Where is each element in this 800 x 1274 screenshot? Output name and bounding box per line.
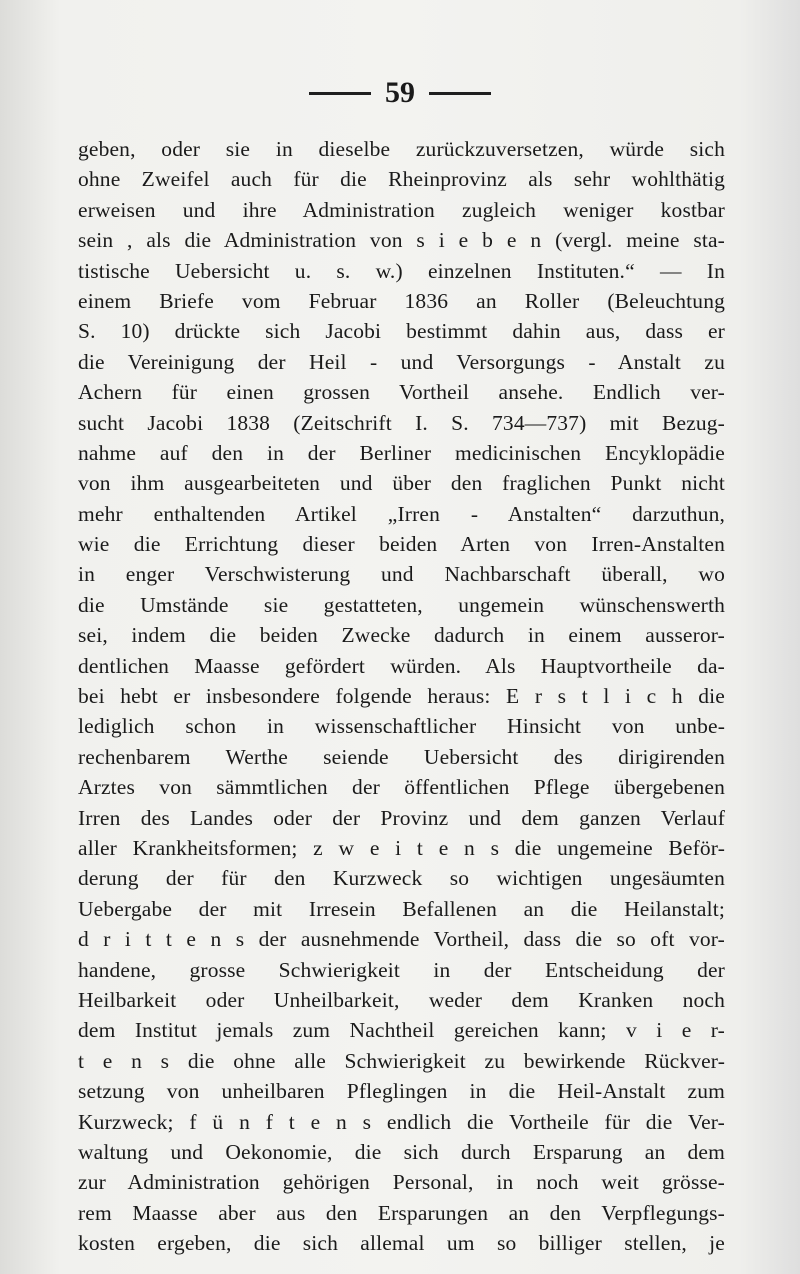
- text-line: Uebergabe der mit Irresein Befallenen an die Heilanstalt;: [78, 896, 725, 921]
- text-line: setzung von unheilbaren Pfleglingen in die Heil-Anstalt zum: [78, 1079, 725, 1104]
- body-text: [78, 134, 725, 1258]
- text-line: zur Administration gehörigen Personal, in noch weit grösse-: [78, 1170, 725, 1195]
- text-line: derung der für den Kurzweck so wichtigen ungesäumten: [78, 866, 725, 891]
- text-line: sein , als die Administration von s i e b e n (vergl. meine sta-: [78, 228, 725, 253]
- text-line: die Vereinigung der Heil - und Versorgungs - Anstalt zu: [78, 349, 725, 374]
- page-number: 59: [385, 76, 415, 109]
- text-line: Kurzweck; f ü n f t e n s endlich die Vortheile für die Ver-: [78, 1109, 725, 1134]
- header-rule-left: [309, 92, 371, 95]
- text-line: sei, indem die beiden Zwecke dadurch in einem ausseror-: [78, 623, 725, 648]
- text-line: sucht Jacobi 1838 (Zeitschrift I. S. 734—737) mit Bezug-: [78, 410, 725, 435]
- text-line: Heilbarkeit oder Unheilbarkeit, weder dem Kranken noch: [78, 987, 725, 1012]
- page-header: [0, 78, 800, 108]
- text-line: rechenbarem Werthe seiende Uebersicht des dirigirenden: [78, 744, 725, 769]
- text-line: erweisen und ihre Administration zugleich weniger kostbar: [78, 197, 725, 222]
- text-line: Achern für einen grossen Vortheil ansehe. Endlich ver-: [78, 380, 725, 405]
- text-line: geben, oder sie in dieselbe zurückzuversetzen, würde sich: [78, 137, 725, 161]
- text-line: t e n s die ohne alle Schwierigkeit zu bewirkende Rückver-: [78, 1048, 725, 1073]
- text-line: rem Maasse aber aus den Ersparungen an den Verpflegungs-: [78, 1200, 725, 1225]
- text-line: von ihm ausgearbeiteten und über den fraglichen Punkt nicht: [78, 471, 725, 496]
- text-line: mehr enthaltenden Artikel „Irren - Anstalten“ darzuthun,: [78, 501, 725, 526]
- text-line: wie die Errichtung dieser beiden Arten von Irren-Anstalten: [78, 532, 725, 557]
- text-line: bei hebt er insbesondere folgende heraus: E r s t l i c h die: [78, 684, 725, 709]
- text-line: die Umstände sie gestatteten, ungemein wünschenswerth: [78, 592, 725, 617]
- header-rule-right: [429, 92, 491, 95]
- text-line: kosten ergeben, die sich allemal um so billiger stellen, je: [78, 1231, 725, 1256]
- text-line: lediglich schon in wissenschaftlicher Hinsicht von unbe-: [78, 714, 725, 739]
- text-line: tistische Uebersicht u. s. w.) einzelnen Instituten.“ — In: [78, 258, 725, 283]
- text-line: d r i t t e n s der ausnehmende Vortheil, dass die so oft vor-: [78, 927, 725, 952]
- text-line: einem Briefe vom Februar 1836 an Roller (Beleuchtung: [78, 288, 725, 313]
- text-line: dem Institut jemals zum Nachtheil gereichen kann; v i e r-: [78, 1018, 725, 1043]
- text-line: Irren des Landes oder der Provinz und dem ganzen Verlauf: [78, 805, 725, 830]
- text-line: S. 10) drückte sich Jacobi bestimmt dahin aus, dass er: [78, 319, 725, 344]
- text-line: nahme auf den in der Berliner medicinischen Encyklopädie: [78, 440, 725, 465]
- text-line: in enger Verschwisterung und Nachbarschaft überall, wo: [78, 562, 725, 587]
- text-line: Arztes von sämmtlichen der öffentlichen Pflege übergebenen: [78, 775, 725, 800]
- text-line: dentlichen Maasse gefördert würden. Als Hauptvortheile da-: [78, 653, 725, 678]
- text-line: ohne Zweifel auch für die Rheinprovinz als sehr wohlthätig: [78, 167, 725, 192]
- text-line: waltung und Oekonomie, die sich durch Ersparung an dem: [78, 1139, 725, 1164]
- text-line: handene, grosse Schwierigkeit in der Entscheidung der: [78, 957, 725, 982]
- text-line: aller Krankheitsformen; z w e i t e n s die ungemeine Beför-: [78, 835, 725, 860]
